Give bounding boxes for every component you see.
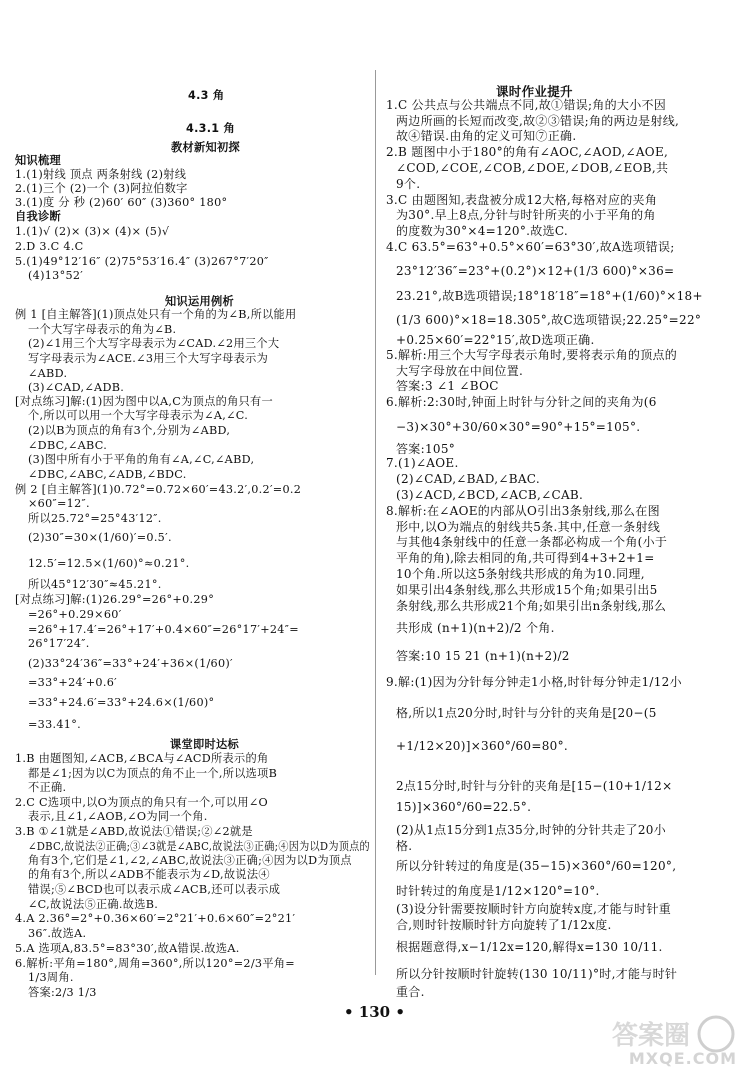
left-line: 答案:2/3 1/3 — [28, 986, 97, 999]
watermark-logo — [600, 1012, 745, 1070]
left-line: 自我诊断 — [15, 210, 61, 224]
right-line: 重合. — [396, 985, 425, 999]
left-line: (2)以B为顶点的角有3个,分别为∠ABD, — [28, 423, 231, 437]
left-line: 角有3个,它们是∠1,∠2,∠ABC,故说法③正确;④因为以D为顶点 — [28, 853, 352, 867]
right-line: 3.C 由题图知,表盘被分成12大格,每格对应的夹角 — [386, 192, 658, 207]
right-line: 答案:105° — [396, 441, 456, 456]
left-line: 36″.故选A. — [28, 927, 87, 941]
right-line: +0.25×60′=22°15′,故D选项正确. — [396, 332, 595, 347]
left-line: =33°+24′+0.6′ — [28, 675, 117, 689]
left-line: 4.3.1 角 — [186, 122, 236, 136]
right-line: 所以分针按顺时针旋转(130 10/11)°时,才能与时针 — [396, 967, 678, 982]
left-line: =26°+17.4′=26°+17′+0.4×60″=26°17′+24″= — [28, 622, 299, 636]
right-line: 的度数为30°×4=120°.故选C. — [396, 224, 569, 239]
left-line: 2.(1)三个 (2)一个 (3)阿拉伯数字 — [15, 181, 188, 195]
right-line: 7.(1)∠AOE. — [386, 456, 459, 471]
left-line: ×60″=12″. — [28, 497, 90, 511]
left-line: 的角有3个,所以∠ADB不能表示为∠D,故说法④ — [28, 868, 270, 882]
right-line: 时针转过的角度是1/12×120°=10°. — [396, 884, 600, 899]
left-line: =33°+24.6′=33°+24.6×(1/60)° — [28, 696, 215, 710]
right-line: 平角的角),除去相同的角,共可得到4+3+2+1= — [396, 551, 655, 566]
left-line: 课堂即时达标 — [170, 737, 239, 751]
right-line: 23.21°,故B选项错误;18°18′18″=18°+(1/60)°×18+ — [396, 288, 703, 303]
left-line: 2.C C选项中,以O为顶点的角只有一个,可以用∠O — [15, 795, 268, 809]
left-line: 1.(1)√ (2)× (3)× (4)× (5)√ — [15, 225, 170, 239]
right-line: 条射线,那么共形成21个角;如果引出n条射线,那么 — [396, 598, 667, 613]
left-line: ∠DBC,∠ABC,∠ADB,∠BDC. — [28, 468, 187, 482]
left-line: 26°17′24″. — [28, 637, 90, 651]
right-line: 为30°.早上8点,分针与时针所夹的小于平角的角 — [396, 208, 656, 223]
right-line: (2)∠CAD,∠BAD,∠BAC. — [396, 472, 540, 487]
right-line: 15)]×360°/60=22.5°. — [396, 800, 532, 815]
left-line: 表示,且∠1,∠AOB,∠O为同一个角. — [28, 810, 208, 824]
left-line: (4)13°52′ — [28, 269, 84, 283]
left-line: 知识运用例析 — [165, 295, 234, 309]
left-line: 5.A 选项A,83.5°=83°30′,故A错误.故选A. — [15, 941, 240, 955]
right-line: 10个角.所以这5条射线共形成的角为10.同理, — [396, 567, 645, 582]
right-line: 根据题意得,x−1/12x=120,解得x=130 10/11. — [396, 939, 663, 954]
left-line: 写字母表示为∠ACE.∠3用三个大写字母表示为 — [28, 352, 269, 366]
right-line: 所以分针转过的角度是(35−15)×360°/60=120°, — [396, 858, 677, 873]
left-line: 一个大写字母表示的角为∠B. — [28, 322, 177, 336]
left-line: [对点练习]解:(1)26.29°=26°+0.29° — [15, 593, 215, 607]
left-line: 3.B ①∠1就是∠ABD,故说法①错误;②∠2就是 — [15, 825, 253, 838]
left-line: 所以45°12′30″≈45.21°. — [28, 578, 162, 592]
left-column — [0, 0, 375, 1000]
left-line: 例 1 [自主解答](1)顶点处只有一个角的为∠B,所以能用 — [15, 307, 297, 321]
left-line: (2)∠1用三个大写字母表示为∠CAD.∠2用三个大 — [28, 337, 280, 351]
right-line: 共形成 (n+1)(n+2)/2 个角. — [396, 621, 555, 636]
left-line: 错误;⑤∠BCD也可以表示成∠ACB,还可以表示成 — [28, 882, 281, 896]
right-line: 合,则时针按顺时针方向旋转了1/12x度. — [396, 917, 612, 932]
right-line: 9.解:(1)因为分针每分钟走1小格,时针每分钟走1/12小 — [386, 674, 682, 689]
left-line: (3)图中所有小于平角的角有∠A,∠C,∠ABD, — [28, 453, 255, 467]
right-line: +1/12×20)]×360°/60=80°. — [396, 739, 568, 753]
svg-text:答案圈: 答案圈 — [612, 1021, 691, 1051]
right-line: 大写字母放在中间位置. — [396, 363, 524, 378]
left-line: 2.D 3.C 4.C — [15, 239, 84, 253]
left-line: ∠DBC,∠ABC. — [28, 438, 108, 452]
left-line: 3.(1)度 分 秒 (2)60′ 60″ (3)360° 180° — [15, 195, 228, 209]
left-line: (3)∠CAD,∠ADB. — [28, 380, 125, 394]
left-line: 不正确. — [28, 780, 67, 794]
left-line: =33.41°. — [28, 718, 81, 732]
left-line: (2)33°24′36″=33°+24′+36×(1/60)′ — [28, 656, 233, 670]
right-line: 如果引出4条射线,那么共形成15个角;如果引出5 — [396, 582, 658, 597]
right-line: 课时作业提升 — [496, 84, 573, 99]
right-line: 2.B 题图中小于180°的角有∠AOC,∠AOD,∠AOE, — [386, 145, 669, 160]
left-line: 4.A 2.36°=2°+0.36×60′=2°21′+0.6×60″=2°21′ — [15, 912, 296, 926]
left-line: ∠ABD. — [28, 366, 68, 380]
watermark-text: MXQE.COM — [628, 1049, 737, 1068]
right-line: 6.解析:2:30时,钟面上时针与分针之间的夹角为(6 — [386, 395, 657, 410]
left-line: 所以25.72°=25°43′12″. — [28, 512, 162, 526]
left-line: 都是∠1;因为以C为顶点的角不止一个,所以选项B — [28, 767, 278, 781]
right-line: (3)∠ACD,∠BCD,∠ACB,∠CAB. — [396, 488, 584, 503]
left-line: 12.5′=12.5×(1/60)°≈0.21°. — [28, 557, 190, 571]
left-line: 1/3周角. — [28, 971, 74, 985]
left-line: (2)30″=30×(1/60)′=0.5′. — [28, 530, 172, 544]
left-line: [对点练习]解:(1)因为图中以A,C为顶点的角只有一 — [15, 395, 274, 409]
right-line: (3)设分针需要按顺时针方向旋转x度,才能与时针重 — [396, 902, 672, 916]
left-line: 4.3 角 — [188, 89, 225, 102]
right-line: 23°12′36″=23°+(0.2°)×12+(1/3 600)°×36= — [396, 263, 675, 278]
right-line: (2)从1点15分到1点35分,时钟的分针共走了20小 — [396, 822, 666, 837]
right-line: 5.解析:用三个大写字母表示角时,要将表示角的顶点的 — [386, 347, 678, 362]
right-line: 答案:10 15 21 (n+1)(n+2)/2 — [396, 649, 570, 664]
right-line: 与其他4条射线中的任意一条都必构成一个角(小于 — [396, 535, 668, 550]
left-line: 1.B 由题图知,∠ACB,∠BCA与∠ACD所表示的角 — [15, 752, 269, 766]
left-line: ∠C,故说法⑤正确.故选B. — [28, 897, 159, 911]
left-line: 5.(1)49°12′16″ (2)75°53′16.4″ (3)267°7′20″ — [15, 254, 269, 268]
left-line: 6.解析:平角=180°,周角=360°,所以120°=2/3平角= — [15, 956, 295, 970]
right-line: 2点15分时,时针与分针的夹角是[15−(10+1/12× — [396, 778, 673, 793]
page-number: • 130 • — [344, 1003, 405, 1021]
right-line: 答案:3 ∠1 ∠BOC — [396, 379, 499, 394]
left-line: =26°+0.29×60′ — [28, 607, 122, 621]
right-column — [376, 0, 750, 1000]
right-line: 格. — [396, 838, 413, 853]
right-line: ∠COD,∠COE,∠COB,∠DOE,∠DOB,∠EOB,共 — [396, 161, 669, 176]
right-line: 故④错误.由角的定义可知⑦正确. — [396, 129, 577, 144]
right-line: 1.C 公共点与公共端点不同,故①错误;角的大小不因 — [386, 97, 667, 112]
left-line: 1.(1)射线 顶点 两条射线 (2)射线 — [15, 168, 187, 182]
left-line: 教材新知初探 — [171, 141, 240, 155]
right-line: 形中,以O为端点的射线共5条.其中,任意一条射线 — [396, 519, 661, 534]
right-line: −3)×30°+30/60×30°=90°+15°=105°. — [396, 419, 641, 434]
left-line: 个,所以可以用一个大写字母表示为∠A,∠C. — [28, 409, 249, 423]
right-line: (1/3 600)°×18=18.305°,故C选项错误;22.25°=22° — [396, 313, 702, 328]
right-line: 格,所以1点20分时,时针与分针的夹角是[20−(5 — [396, 706, 657, 721]
right-line: 8.解析:在∠AOE的内部从O引出3条射线,那么在图 — [386, 503, 660, 518]
left-line: ∠DBC,故说法②正确;③∠3就是∠ABC,故说法③正确;④因为以D为顶点的 — [28, 839, 370, 853]
right-line: 两边所画的长短而改变,故②③错误;角的两边是射线, — [396, 113, 680, 128]
left-line: 例 2 [自主解答](1)0.72°=0.72×60′=43.2′,0.2′=0.2 — [15, 482, 302, 496]
right-line: 9个. — [396, 176, 421, 191]
left-line: 知识梳理 — [15, 154, 61, 168]
right-line: 4.C 63.5°=63°+0.5°×60′=63°30′,故A选项错误; — [386, 240, 675, 255]
